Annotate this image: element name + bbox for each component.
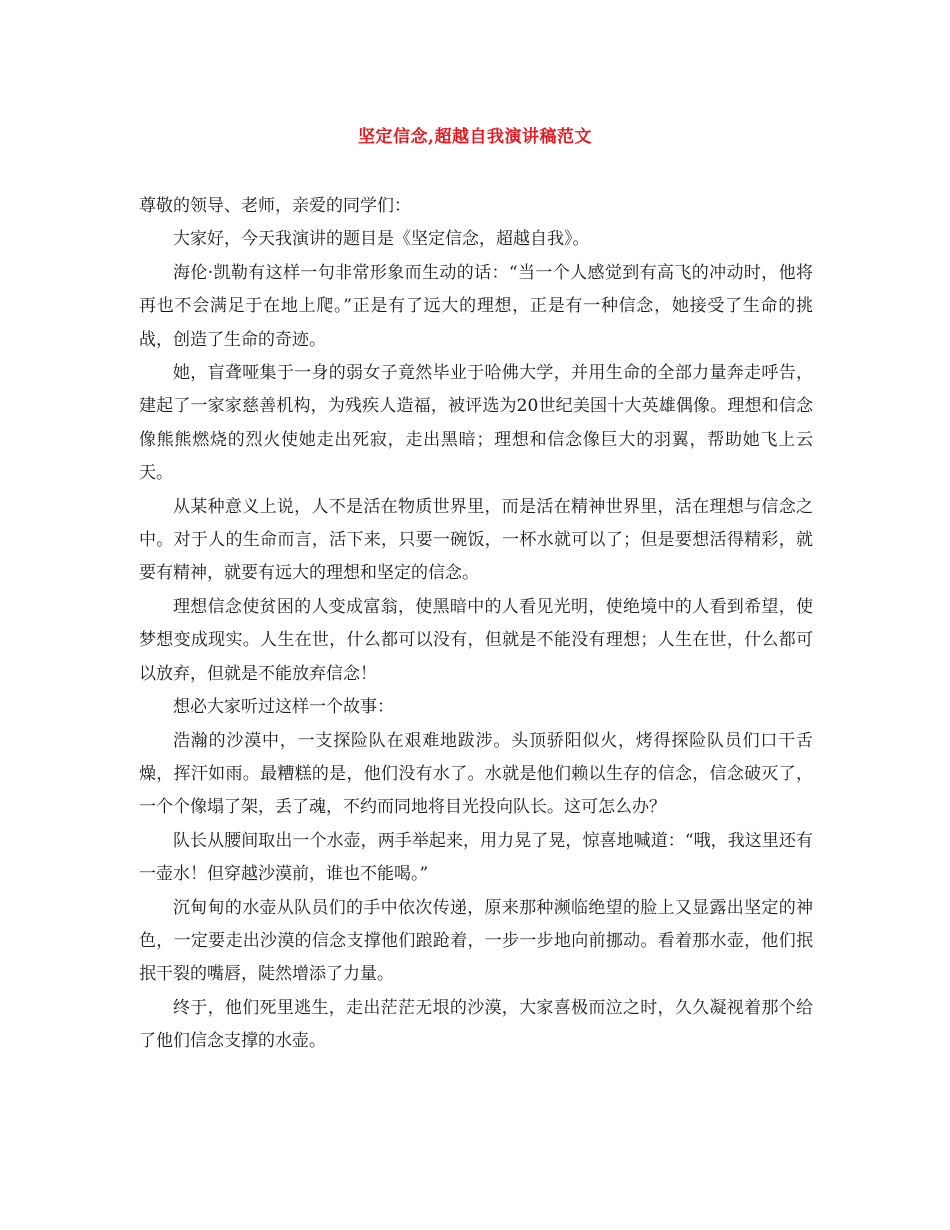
paragraph: 沉甸甸的水壶从队员们的手中依次传递，原来那种濒临绝望的脸上又显露出坚定的神色，一定要走出沙漠的信念支撑他们踉跄着，一步一步地向前挪动。看着那水壶，他们抿抿干裂的嘴唇，陡然增添了力量。 [139, 897, 813, 985]
paragraph: 理想信念使贫困的人变成富翁，使黑暗中的人看见光明，使绝境中的人看到希望，使梦想变成现实。人生在世，什么都可以没有，但就是不能没有理想；人生在世，什么都可以放弃，但就是不能放弃信念！ [139, 596, 813, 684]
salutation-paragraph: 尊敬的领导、老师，亲爱的同学们： [139, 196, 411, 216]
page-title: 坚定信念,超越自我演讲稿范文 [358, 127, 592, 147]
paragraph: 大家好，今天我演讲的题目是《坚定信念，超越自我》。 [173, 229, 590, 250]
paragraph: 从某种意义上说，人不是活在物质世界里，而是活在精神世界里，活在理想与信念之中。对于人的生命而言，活下来，只要一碗饭，一杯水就可以了；但是要想活得精彩，就要有精神，就要有远大的理想和坚定的信念。 [139, 496, 813, 584]
paragraph: 终于，他们死里逃生，走出茫茫无垠的沙漠，大家喜极而泣之时，久久凝视着那个给了他们信念支撑的水壶。 [139, 997, 813, 1052]
paragraph: 她，盲聋哑集于一身的弱女子竟然毕业于哈佛大学，并用生命的全部力量奔走呼告，建起了一家家慈善机构，为残疾人造福，被评选为20世纪美国十大英雄偶像。理想和信念像熊熊燃烧的烈火使她走出死寂，走出黑暗；理想和信念像巨大的羽翼，帮助她飞上云天。 [139, 363, 813, 484]
paragraph: 海伦·凯勒有这样一句非常形象而生动的话：“当一个人感觉到有高飞的冲动时，他将再也不会满足于在地上爬。”正是有了远大的理想，正是有一种信念，她接受了生命的挑战，创造了生命的奇迹。 [139, 262, 813, 350]
paragraph: 想必大家听过这样一个故事： [173, 697, 394, 718]
paragraph: 队长从腰间取出一个水壶，两手举起来，用力晃了晃，惊喜地喊道：“哦，我这里还有一壶水！但穿越沙漠前，谁也不能喝。” [139, 830, 813, 885]
paragraph: 浩瀚的沙漠中，一支探险队在艰难地跋涉。头顶骄阳似火，烤得探险队员们口干舌燥，挥汗如雨。最糟糕的是，他们没有水了。水就是他们赖以生存的信念，信念破灭了，一个个像塌了架，丢了魂，不约而同地将目光投向队长。这可怎么办？ [139, 730, 813, 818]
document-body [139, 190, 813, 1059]
